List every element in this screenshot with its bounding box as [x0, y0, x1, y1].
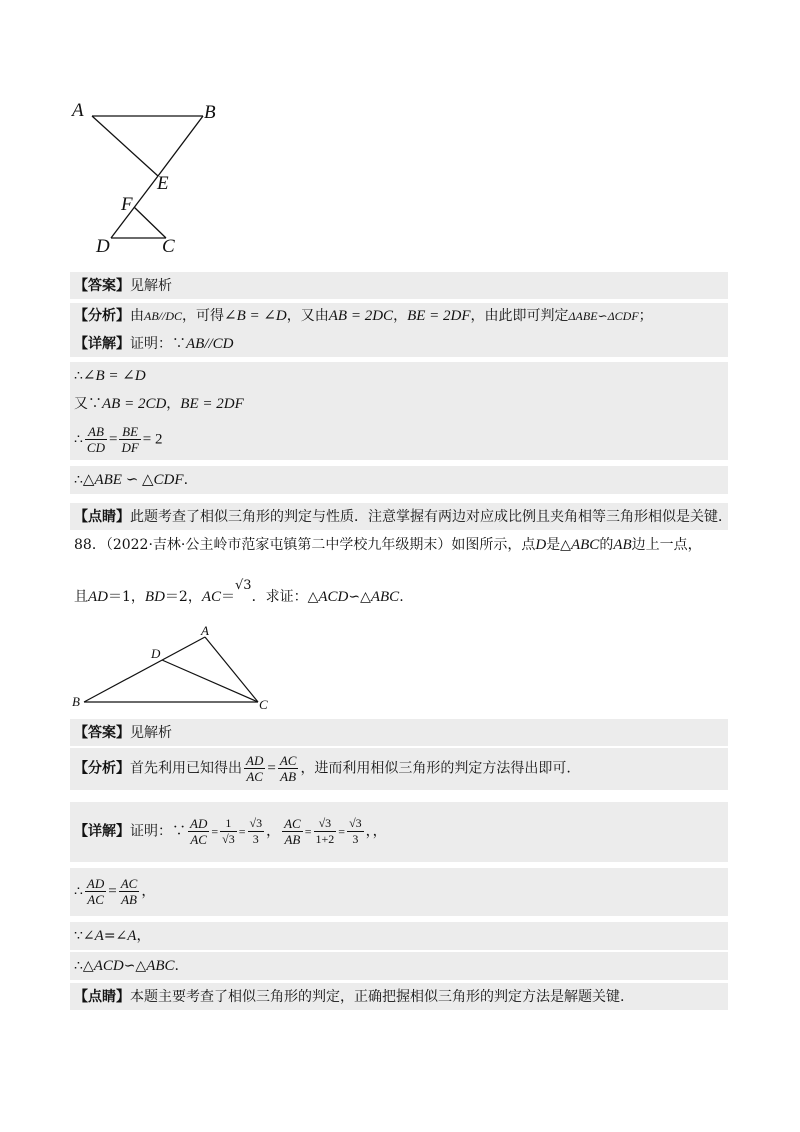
step-1a [74, 366, 146, 386]
period: . [399, 589, 404, 605]
separator: ， [136, 928, 151, 944]
numerator: BE [122, 424, 139, 439]
math-similar-triangles: △ABE ∽ △CDF [82, 472, 184, 488]
fig1-label-e: E [157, 173, 169, 194]
fig2-label-d: D [151, 646, 161, 661]
separator: ，， [365, 823, 387, 840]
question-text: ∽△ [348, 589, 371, 605]
segment-ed [111, 176, 158, 238]
math-be-2df: BE = 2DF [180, 396, 244, 412]
fig2-label-b: B [72, 694, 80, 709]
denominator: AC [244, 768, 265, 784]
detail-tag: 【详解】 [74, 823, 130, 840]
analysis-line-1 [74, 306, 653, 326]
equals-sign: = [267, 760, 276, 777]
math-similar: ΔABE∽ΔCDF [568, 309, 639, 323]
math-ab-2cd: AB = 2CD [102, 396, 167, 412]
side-ab: AB [613, 537, 632, 553]
denominator: 3 [347, 831, 364, 847]
fraction-one-sqrt3 [220, 816, 237, 847]
answer-tag: 【答案】 [74, 725, 130, 741]
therefore-symbol: ∴ [74, 883, 83, 900]
math-angle-eq: ∠B = ∠D [224, 308, 287, 324]
step-2c [74, 956, 179, 976]
analysis-tag: 【分析】 [74, 760, 130, 777]
fraction-ac-ab [119, 876, 140, 907]
denominator: √3 [222, 832, 235, 846]
triangle-acd: ACD [318, 589, 349, 605]
side-ad: AD [88, 589, 108, 605]
step-band-2a [70, 868, 728, 916]
numerator: AC [120, 876, 138, 891]
triangle-acd: ACD [93, 958, 124, 974]
denominator: AC [188, 831, 209, 847]
question-text: 是△ [546, 537, 571, 553]
period: . [174, 958, 179, 974]
fig1-label-d: D [96, 236, 110, 257]
fraction-ab-cd [85, 424, 107, 455]
step-1d [74, 470, 188, 490]
comment-text: 本题主要考查了相似三角形的判定，正确把握相似三角形的判定方法是解题关键. [130, 989, 625, 1005]
fig2-label-c: C [259, 697, 268, 712]
segment-ba [84, 637, 205, 702]
comment-text: 此题考查了相似三角形的判定与性质．注意掌握有两边对应成比例且夹角相等三角形相似是关键． [130, 509, 732, 525]
fraction-be-df [119, 424, 140, 455]
math-be-2df: BE = 2DF [407, 308, 471, 324]
denominator: AB [119, 891, 140, 907]
numerator: AC [284, 816, 301, 831]
question-text: 的 [599, 537, 614, 553]
separator: ， [266, 823, 281, 840]
math-ab-parallel-cd: AB//CD [186, 336, 234, 352]
analysis-text: ，可得 [182, 308, 224, 324]
segment-dc2 [162, 660, 258, 702]
answer-line-1 [74, 276, 172, 296]
therefore-symbol: ∴ [74, 431, 83, 448]
fraction-sqrt3-3 [248, 816, 265, 847]
detail-tag: 【详解】 [74, 336, 130, 352]
fraction-ac-ab [278, 753, 299, 784]
because-angle: ∵∠ [74, 928, 95, 944]
question-text: 且 [74, 589, 88, 605]
similar-triangle: ∽△ [123, 958, 147, 974]
equals-sign: = [108, 883, 117, 900]
fraction-ad-ac [188, 816, 209, 847]
analysis-text: ，又由 [286, 308, 329, 324]
analysis-text: ，进而利用相似三角形的判定方法得出即可. [300, 760, 571, 777]
numerator: √3 [349, 816, 362, 830]
numerator: AD [246, 753, 264, 768]
therefore-symbol: ∴ [74, 472, 83, 488]
fraction-sqrt3-1plus2 [314, 816, 337, 847]
sqrt-three: √3 [235, 578, 252, 593]
numerator: AD [86, 876, 105, 891]
denominator: AB [278, 768, 299, 784]
detail-line-2 [74, 816, 387, 847]
fig1-label-c: C [162, 236, 175, 257]
question-88-line-1 [74, 535, 702, 555]
step-band-2b [70, 922, 728, 950]
fig1-label-a: A [72, 100, 84, 121]
answer-line-2 [74, 723, 172, 743]
equals-sign: = [238, 824, 246, 839]
answer-tag: 【答案】 [74, 278, 130, 294]
equals-sign: = [108, 431, 118, 448]
because-symbol: 又∵ [74, 396, 102, 412]
question-text: ＝2， [164, 589, 202, 605]
triangle-abc: ABC [146, 958, 175, 974]
denominator: 3 [248, 831, 265, 847]
analysis-text: 首先利用已知得出 [130, 760, 242, 777]
fraction-ad-ac [85, 876, 106, 907]
separator: ， [166, 396, 181, 412]
triangle-abc: ABC [570, 537, 600, 553]
equals-angle: =∠ [103, 928, 128, 944]
equals-sign: = [304, 824, 312, 839]
question-text: ．求证：△ [251, 589, 319, 605]
denominator: AB [282, 831, 303, 847]
denominator: 1+2 [315, 832, 335, 846]
fig2-label-a: A [201, 623, 209, 638]
comment-line-1 [74, 507, 732, 527]
step-band-1a [70, 362, 728, 390]
analysis-line-2 [74, 753, 571, 784]
question-text: 边上一点， [631, 537, 702, 553]
numerator: √3 [249, 816, 263, 830]
segment-fc [134, 207, 166, 238]
side-bd: BD [144, 589, 165, 605]
analysis-text: 由 [130, 308, 144, 324]
analysis-text: ， [393, 308, 408, 324]
denominator: CD [86, 440, 105, 455]
segment-ac [205, 637, 258, 702]
numerator: AC [279, 753, 297, 768]
fraction-ac-ab [282, 816, 303, 847]
equals-two: = 2 [142, 431, 163, 448]
answer-text: 见解析 [130, 278, 172, 294]
analysis-text: ； [638, 308, 653, 324]
point-d: D [535, 537, 547, 553]
therefore-symbol: ∴ [74, 368, 83, 384]
step-band-1c [70, 418, 728, 460]
detail-text: 证明：∵ [130, 336, 186, 352]
side-ac: AC [201, 589, 222, 605]
fraction-ad-ac [244, 753, 265, 784]
step-2a [74, 876, 155, 907]
comment-tag: 【点睛】 [74, 509, 130, 525]
equals-sign: = [338, 824, 346, 839]
detail-text: 证明：∵ [130, 823, 186, 840]
numerator: AB [88, 424, 104, 439]
angle-a: A [127, 928, 137, 944]
fig1-label-f: F [121, 194, 133, 215]
equals-sign: = [211, 824, 219, 839]
analysis-text: ，由此即可判定 [470, 308, 569, 324]
question-text: ＝ [221, 589, 236, 605]
step-1b [74, 394, 244, 414]
triangle-abc: ABC [370, 589, 400, 605]
separator: ， [141, 883, 156, 900]
therefore-triangle: ∴△ [74, 958, 94, 974]
question-text: 88．（2022·吉林·公主岭市范家屯镇第二中学校九年级期末）如图所示，点 [74, 537, 536, 553]
math-ab-parallel-dc: AB//DC [144, 309, 182, 323]
fig1-label-b: B [204, 102, 216, 123]
comment-line-2 [74, 987, 624, 1007]
numerator: AD [190, 816, 208, 831]
question-88-line-2 [74, 578, 404, 608]
step-2b [74, 926, 150, 946]
segment-be [158, 116, 203, 176]
denominator: AC [85, 891, 106, 907]
comment-tag: 【点睛】 [74, 989, 130, 1005]
numerator: 1 [225, 816, 232, 830]
detail-line-1 [74, 334, 234, 354]
period: . [183, 472, 189, 488]
angle-a: A [94, 928, 104, 944]
denominator: DF [121, 440, 139, 455]
segment-ae [92, 116, 158, 176]
answer-text: 见解析 [130, 725, 172, 741]
math-ab-2dc: AB = 2DC [328, 308, 394, 324]
math-angle-eq: ∠B = ∠D [82, 368, 146, 384]
fraction-sqrt3-3 [347, 816, 364, 847]
analysis-tag: 【分析】 [74, 308, 130, 324]
question-text: ＝1， [108, 589, 145, 605]
step-1c [74, 424, 163, 455]
numerator: √3 [318, 816, 332, 830]
